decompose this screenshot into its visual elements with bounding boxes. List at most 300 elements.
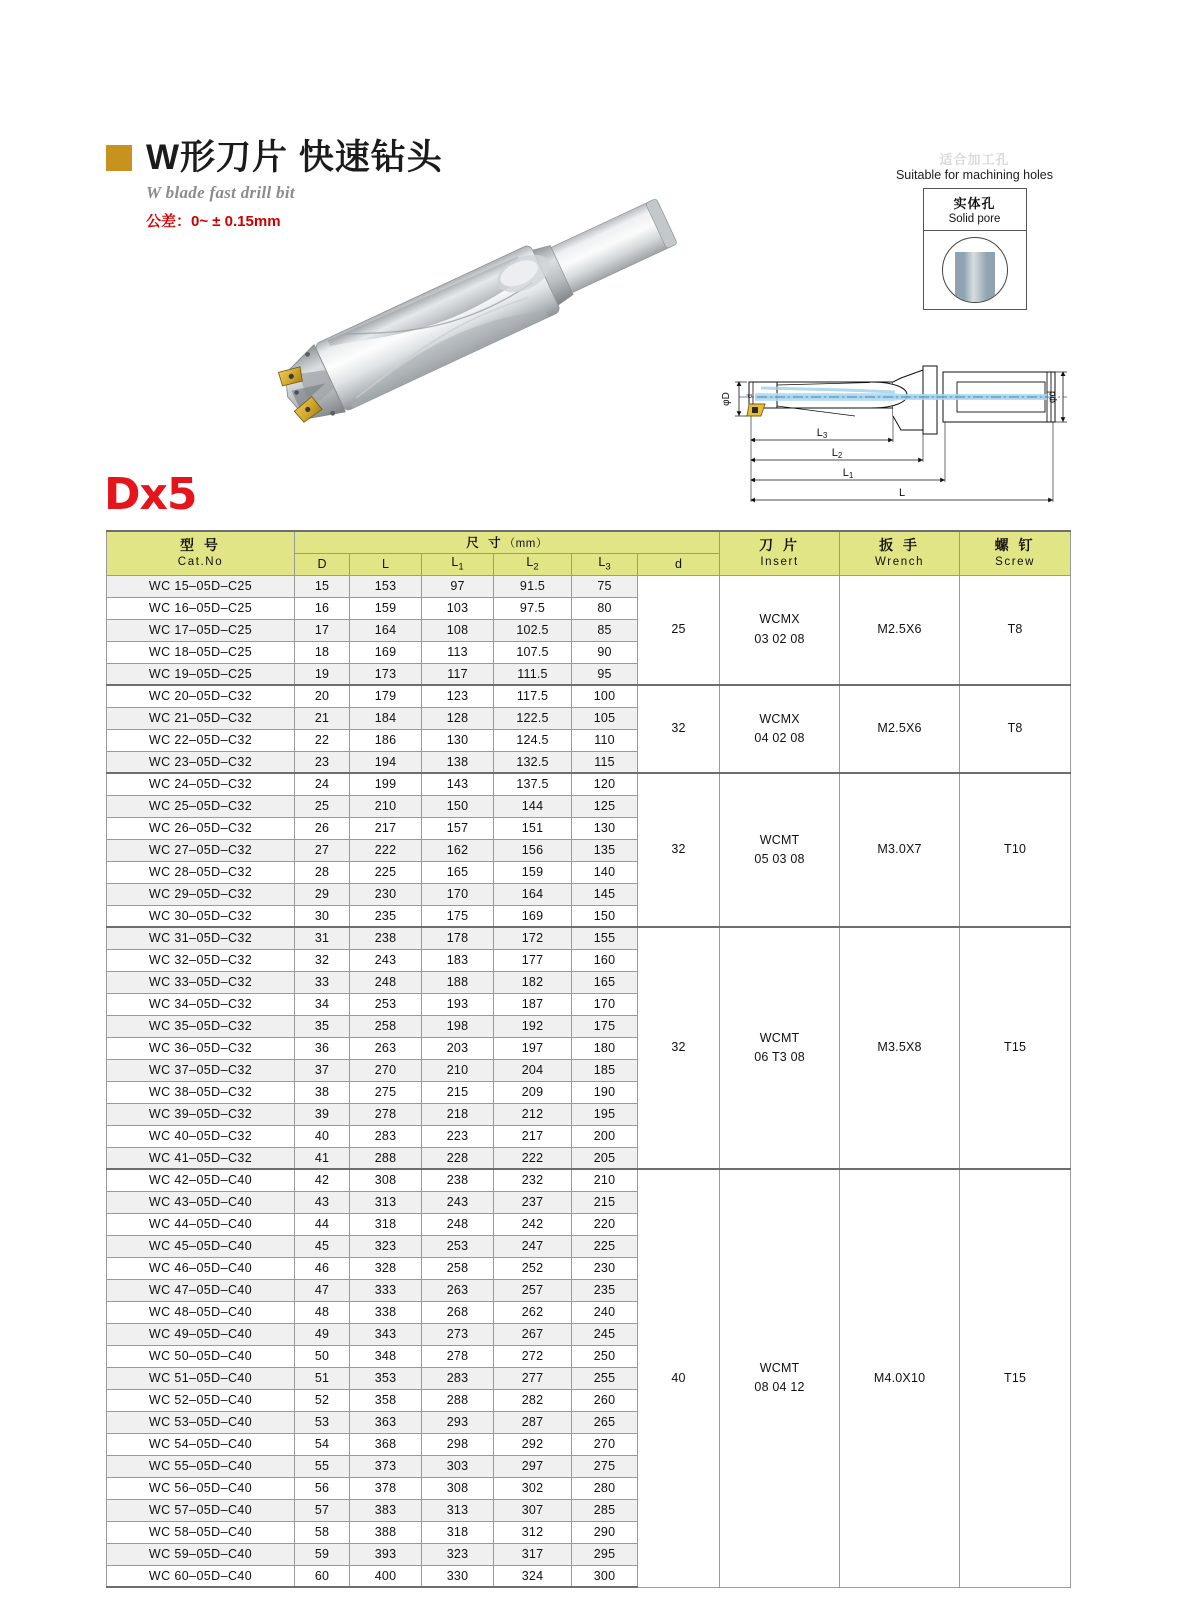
dim-label-phiD: φD: [721, 392, 732, 406]
cell-L3: 175: [572, 1015, 638, 1037]
cell-L1: 215: [422, 1081, 494, 1103]
cell-D: 21: [295, 707, 350, 729]
cell-L: 153: [350, 575, 422, 597]
cell-insert: WCMX 03 02 08: [720, 575, 840, 685]
cell-L1: 128: [422, 707, 494, 729]
cell-catno: WC 28–05D–C32: [107, 861, 295, 883]
th-dimensions: [295, 531, 720, 553]
cell-L2: 209: [494, 1081, 572, 1103]
cell-L1: 330: [422, 1565, 494, 1587]
cell-L3: 280: [572, 1477, 638, 1499]
cell-L: 169: [350, 641, 422, 663]
cell-L2: 132.5: [494, 751, 572, 773]
cell-L1: 130: [422, 729, 494, 751]
cell-D: 56: [295, 1477, 350, 1499]
cell-D: 48: [295, 1301, 350, 1323]
cell-L2: 169: [494, 905, 572, 927]
cell-D: 23: [295, 751, 350, 773]
cell-catno: WC 29–05D–C32: [107, 883, 295, 905]
cell-L3: 300: [572, 1565, 638, 1587]
cell-L3: 190: [572, 1081, 638, 1103]
cell-catno: WC 60–05D–C40: [107, 1565, 295, 1587]
cell-L3: 215: [572, 1191, 638, 1213]
th-dimensions-cn: 尺 寸: [466, 536, 504, 551]
cell-L3: 145: [572, 883, 638, 905]
th-wrench-en: Wrench: [875, 555, 925, 568]
technical-drawing: [695, 330, 1070, 510]
suitable-label-cn: 适合加工孔: [939, 152, 1010, 167]
cell-D: 60: [295, 1565, 350, 1587]
cell-L2: 217: [494, 1125, 572, 1147]
cell-L: 338: [350, 1301, 422, 1323]
cell-d: 40: [638, 1169, 720, 1587]
cell-L2: 182: [494, 971, 572, 993]
cell-screw: T15: [960, 1169, 1071, 1587]
cell-L3: 205: [572, 1147, 638, 1169]
cell-L2: 107.5: [494, 641, 572, 663]
cell-D: 57: [295, 1499, 350, 1521]
cell-wrench: M2.5X6: [840, 685, 960, 773]
cell-L2: 267: [494, 1323, 572, 1345]
cell-catno: WC 52–05D–C40: [107, 1389, 295, 1411]
cell-catno: WC 18–05D–C25: [107, 641, 295, 663]
cell-L: 243: [350, 949, 422, 971]
cell-D: 27: [295, 839, 350, 861]
tolerance-note: 公差：0~ ± 0.15mm: [146, 213, 281, 230]
cell-catno: WC 46–05D–C40: [107, 1257, 295, 1279]
cell-catno: WC 57–05D–C40: [107, 1499, 295, 1521]
cell-L2: 312: [494, 1521, 572, 1543]
cell-L1: 268: [422, 1301, 494, 1323]
cell-L2: 172: [494, 927, 572, 949]
cell-L: 388: [350, 1521, 422, 1543]
cell-L1: 188: [422, 971, 494, 993]
title-row: [106, 140, 726, 175]
cell-L: 258: [350, 1015, 422, 1037]
cell-catno: WC 19–05D–C25: [107, 663, 295, 685]
cell-D: 19: [295, 663, 350, 685]
cell-L2: 124.5: [494, 729, 572, 751]
cell-catno: WC 45–05D–C40: [107, 1235, 295, 1257]
bullet-square-icon: [106, 145, 132, 171]
cell-L: 186: [350, 729, 422, 751]
cell-L2: 159: [494, 861, 572, 883]
cell-L1: 150: [422, 795, 494, 817]
cell-L1: 97: [422, 575, 494, 597]
cell-L: 348: [350, 1345, 422, 1367]
cell-L3: 155: [572, 927, 638, 949]
cell-L2: 177: [494, 949, 572, 971]
cell-L: 235: [350, 905, 422, 927]
cell-D: 34: [295, 993, 350, 1015]
cell-L3: 220: [572, 1213, 638, 1235]
cell-catno: WC 56–05D–C40: [107, 1477, 295, 1499]
cell-D: 20: [295, 685, 350, 707]
th-insert-cn: 刀 片: [759, 537, 800, 554]
cell-L3: 120: [572, 773, 638, 795]
cell-L: 230: [350, 883, 422, 905]
cell-D: 36: [295, 1037, 350, 1059]
cell-L3: 150: [572, 905, 638, 927]
cell-catno: WC 22–05D–C32: [107, 729, 295, 751]
cell-L1: 273: [422, 1323, 494, 1345]
cell-L2: 317: [494, 1543, 572, 1565]
cell-L: 217: [350, 817, 422, 839]
cell-L: 313: [350, 1191, 422, 1213]
cell-L3: 195: [572, 1103, 638, 1125]
solid-pore-header: [924, 189, 1026, 231]
cell-insert: WCMT 06 T3 08: [720, 927, 840, 1169]
cell-L2: 257: [494, 1279, 572, 1301]
cell-L2: 197: [494, 1037, 572, 1059]
cell-L2: 122.5: [494, 707, 572, 729]
cell-D: 53: [295, 1411, 350, 1433]
cell-L3: 180: [572, 1037, 638, 1059]
th-insert-en: Insert: [760, 555, 799, 568]
cell-catno: WC 30–05D–C32: [107, 905, 295, 927]
cell-D: 52: [295, 1389, 350, 1411]
cell-L3: 95: [572, 663, 638, 685]
table-row: [107, 773, 1071, 795]
cell-L3: 200: [572, 1125, 638, 1147]
cell-d: 25: [638, 575, 720, 685]
cell-catno: WC 35–05D–C32: [107, 1015, 295, 1037]
cell-catno: WC 43–05D–C40: [107, 1191, 295, 1213]
th-screw: [960, 531, 1071, 575]
cell-L1: 288: [422, 1389, 494, 1411]
cell-L3: 125: [572, 795, 638, 817]
cell-L1: 113: [422, 641, 494, 663]
cell-L1: 248: [422, 1213, 494, 1235]
cell-catno: WC 33–05D–C32: [107, 971, 295, 993]
cell-L2: 164: [494, 883, 572, 905]
cell-D: 25: [295, 795, 350, 817]
hole-fill-shape: [955, 252, 995, 303]
cell-L1: 162: [422, 839, 494, 861]
cell-L1: 117: [422, 663, 494, 685]
cell-d: 32: [638, 773, 720, 927]
cell-D: 45: [295, 1235, 350, 1257]
cell-L1: 218: [422, 1103, 494, 1125]
cell-D: 18: [295, 641, 350, 663]
cell-L: 184: [350, 707, 422, 729]
product-photo: [225, 198, 730, 453]
cell-L1: 278: [422, 1345, 494, 1367]
cell-L1: 138: [422, 751, 494, 773]
cell-L2: 137.5: [494, 773, 572, 795]
cell-L3: 90: [572, 641, 638, 663]
cell-L1: 165: [422, 861, 494, 883]
th-D: D: [295, 553, 350, 575]
cell-screw: T15: [960, 927, 1071, 1169]
spec-table-wrap: [106, 530, 1070, 1588]
cell-D: 50: [295, 1345, 350, 1367]
cell-L1: 238: [422, 1169, 494, 1191]
cell-L1: 303: [422, 1455, 494, 1477]
cell-catno: WC 31–05D–C32: [107, 927, 295, 949]
cell-screw: T8: [960, 575, 1071, 685]
dim-label-L: L: [898, 487, 906, 499]
cell-wrench: M4.0X10: [840, 1169, 960, 1587]
cell-D: 26: [295, 817, 350, 839]
cell-catno: WC 20–05D–C32: [107, 685, 295, 707]
cell-L2: 242: [494, 1213, 572, 1235]
cell-D: 41: [295, 1147, 350, 1169]
cell-L: 179: [350, 685, 422, 707]
cell-L3: 260: [572, 1389, 638, 1411]
dim-label-L1: L1: [842, 467, 854, 480]
cell-L3: 185: [572, 1059, 638, 1081]
cell-L2: 292: [494, 1433, 572, 1455]
cell-D: 16: [295, 597, 350, 619]
cell-wrench: M2.5X6: [840, 575, 960, 685]
th-d: d: [638, 553, 720, 575]
cell-D: 17: [295, 619, 350, 641]
solid-pore-label-cn: 实体孔: [953, 196, 996, 211]
cell-D: 29: [295, 883, 350, 905]
cell-L: 363: [350, 1411, 422, 1433]
cell-L2: 247: [494, 1235, 572, 1257]
cell-L3: 160: [572, 949, 638, 971]
cell-L3: 170: [572, 993, 638, 1015]
cell-D: 33: [295, 971, 350, 993]
cell-catno: WC 37–05D–C32: [107, 1059, 295, 1081]
cell-L3: 265: [572, 1411, 638, 1433]
cell-L1: 170: [422, 883, 494, 905]
cell-L: 173: [350, 663, 422, 685]
th-dimensions-unit: （mm）: [503, 538, 548, 551]
cell-wrench: M3.5X8: [840, 927, 960, 1169]
cell-L1: 283: [422, 1367, 494, 1389]
cell-L3: 250: [572, 1345, 638, 1367]
cell-L: 353: [350, 1367, 422, 1389]
cell-L2: 144: [494, 795, 572, 817]
cell-L2: 282: [494, 1389, 572, 1411]
th-screw-cn: 螺 钉: [994, 537, 1036, 554]
cell-insert: WCMT 08 04 12: [720, 1169, 840, 1587]
cell-L1: 183: [422, 949, 494, 971]
cell-L1: 318: [422, 1521, 494, 1543]
cell-L2: 262: [494, 1301, 572, 1323]
spec-table: [106, 530, 1071, 1588]
cell-L1: 193: [422, 993, 494, 1015]
spec-table-body: [107, 575, 1071, 1587]
cell-L1: 253: [422, 1235, 494, 1257]
cell-L: 373: [350, 1455, 422, 1477]
cell-L: 308: [350, 1169, 422, 1191]
svg-text:d: d: [747, 394, 754, 398]
cell-L2: 192: [494, 1015, 572, 1037]
cell-D: 51: [295, 1367, 350, 1389]
cell-catno: WC 41–05D–C32: [107, 1147, 295, 1169]
cell-L2: 237: [494, 1191, 572, 1213]
cell-catno: WC 47–05D–C40: [107, 1279, 295, 1301]
cell-catno: WC 16–05D–C25: [107, 597, 295, 619]
cell-D: 15: [295, 575, 350, 597]
th-screw-en: Screw: [995, 555, 1036, 568]
cell-L: 333: [350, 1279, 422, 1301]
cell-L: 283: [350, 1125, 422, 1147]
cell-L: 263: [350, 1037, 422, 1059]
cell-L: 318: [350, 1213, 422, 1235]
cell-L3: 165: [572, 971, 638, 993]
dim-label-phid: φd: [1047, 390, 1058, 404]
th-L3: $L_3$: [572, 553, 638, 575]
cell-catno: WC 59–05D–C40: [107, 1543, 295, 1565]
cell-catno: WC 54–05D–C40: [107, 1433, 295, 1455]
cell-L: 238: [350, 927, 422, 949]
cell-L1: 210: [422, 1059, 494, 1081]
table-row: [107, 1169, 1071, 1191]
cell-L2: 111.5: [494, 663, 572, 685]
cell-L2: 91.5: [494, 575, 572, 597]
cell-catno: WC 53–05D–C40: [107, 1411, 295, 1433]
cell-screw: T10: [960, 773, 1071, 927]
cell-L2: 277: [494, 1367, 572, 1389]
cell-L2: 187: [494, 993, 572, 1015]
cell-L: 248: [350, 971, 422, 993]
cell-D: 37: [295, 1059, 350, 1081]
cell-L: 358: [350, 1389, 422, 1411]
cell-L1: 228: [422, 1147, 494, 1169]
cell-L: 328: [350, 1257, 422, 1279]
cell-L1: 143: [422, 773, 494, 795]
cell-catno: WC 17–05D–C25: [107, 619, 295, 641]
th-L2: $L_2$: [494, 553, 572, 575]
cell-L3: 245: [572, 1323, 638, 1345]
cell-L2: 232: [494, 1169, 572, 1191]
solid-pore-label-en: Solid pore: [948, 213, 1001, 225]
cell-catno: WC 49–05D–C40: [107, 1323, 295, 1345]
cell-L3: 230: [572, 1257, 638, 1279]
table-row: [107, 575, 1071, 597]
cell-L3: 75: [572, 575, 638, 597]
cell-wrench: M3.0X7: [840, 773, 960, 927]
cell-L: 164: [350, 619, 422, 641]
th-insert: [720, 531, 840, 575]
spec-table-head: [107, 531, 1071, 575]
cell-catno: WC 21–05D–C32: [107, 707, 295, 729]
cell-catno: WC 51–05D–C40: [107, 1367, 295, 1389]
cell-L1: 243: [422, 1191, 494, 1213]
cell-L3: 140: [572, 861, 638, 883]
cell-L: 222: [350, 839, 422, 861]
cell-L: 225: [350, 861, 422, 883]
suitable-label-en: Suitable for machining holes: [895, 168, 1054, 182]
cell-L3: 235: [572, 1279, 638, 1301]
cell-L1: 308: [422, 1477, 494, 1499]
cell-L3: 255: [572, 1367, 638, 1389]
cell-L1: 178: [422, 927, 494, 949]
cell-L3: 210: [572, 1169, 638, 1191]
cell-catno: WC 36–05D–C32: [107, 1037, 295, 1059]
cell-L2: 252: [494, 1257, 572, 1279]
cell-L2: 272: [494, 1345, 572, 1367]
cell-L2: 204: [494, 1059, 572, 1081]
cell-L1: 223: [422, 1125, 494, 1147]
cell-L2: 117.5: [494, 685, 572, 707]
cell-L: 278: [350, 1103, 422, 1125]
cell-L1: 123: [422, 685, 494, 707]
cell-catno: WC 44–05D–C40: [107, 1213, 295, 1235]
cell-D: 40: [295, 1125, 350, 1147]
cell-L3: 290: [572, 1521, 638, 1543]
th-catno: [107, 531, 295, 575]
th-wrench-cn: 扳 手: [879, 537, 920, 554]
th-L1: $L_1$: [422, 553, 494, 575]
cell-L1: 323: [422, 1543, 494, 1565]
cell-catno: WC 24–05D–C32: [107, 773, 295, 795]
page-title-en: W blade fast drill bit: [146, 183, 295, 202]
cell-L: 159: [350, 597, 422, 619]
cell-L3: 110: [572, 729, 638, 751]
cell-D: 22: [295, 729, 350, 751]
cell-L: 275: [350, 1081, 422, 1103]
cell-D: 31: [295, 927, 350, 949]
cell-D: 38: [295, 1081, 350, 1103]
cell-L: 368: [350, 1433, 422, 1455]
th-L: L: [350, 553, 422, 575]
cell-L1: 293: [422, 1411, 494, 1433]
cell-L1: 103: [422, 597, 494, 619]
cell-L2: 222: [494, 1147, 572, 1169]
cell-L1: 157: [422, 817, 494, 839]
cell-L2: 307: [494, 1499, 572, 1521]
cell-catno: WC 40–05D–C32: [107, 1125, 295, 1147]
cell-D: 54: [295, 1433, 350, 1455]
cell-L3: 295: [572, 1543, 638, 1565]
cell-catno: WC 25–05D–C32: [107, 795, 295, 817]
cell-D: 32: [295, 949, 350, 971]
cell-D: 55: [295, 1455, 350, 1477]
cell-L3: 80: [572, 597, 638, 619]
cell-L3: 105: [572, 707, 638, 729]
cell-catno: WC 38–05D–C32: [107, 1081, 295, 1103]
cell-L: 378: [350, 1477, 422, 1499]
cell-L3: 85: [572, 619, 638, 641]
cell-L1: 175: [422, 905, 494, 927]
cell-D: 44: [295, 1213, 350, 1235]
th-wrench: [840, 531, 960, 575]
cell-L2: 151: [494, 817, 572, 839]
cell-catno: WC 50–05D–C40: [107, 1345, 295, 1367]
cell-L1: 263: [422, 1279, 494, 1301]
solid-pore-illustration: [924, 231, 1026, 309]
cell-D: 43: [295, 1191, 350, 1213]
cell-d: 32: [638, 927, 720, 1169]
cell-L3: 100: [572, 685, 638, 707]
cell-L2: 324: [494, 1565, 572, 1587]
cell-D: 24: [295, 773, 350, 795]
table-row: [107, 685, 1071, 707]
cell-screw: T8: [960, 685, 1071, 773]
cell-D: 49: [295, 1323, 350, 1345]
cell-catno: WC 26–05D–C32: [107, 817, 295, 839]
cell-catno: WC 34–05D–C32: [107, 993, 295, 1015]
cell-L3: 225: [572, 1235, 638, 1257]
cell-L: 383: [350, 1499, 422, 1521]
cell-catno: WC 15–05D–C25: [107, 575, 295, 597]
cell-L3: 285: [572, 1499, 638, 1521]
cell-D: 59: [295, 1543, 350, 1565]
cell-L3: 130: [572, 817, 638, 839]
cell-L3: 270: [572, 1433, 638, 1455]
cell-L: 400: [350, 1565, 422, 1587]
cell-catno: WC 58–05D–C40: [107, 1521, 295, 1543]
cell-D: 47: [295, 1279, 350, 1301]
cell-insert: WCMX 04 02 08: [720, 685, 840, 773]
cell-D: 46: [295, 1257, 350, 1279]
